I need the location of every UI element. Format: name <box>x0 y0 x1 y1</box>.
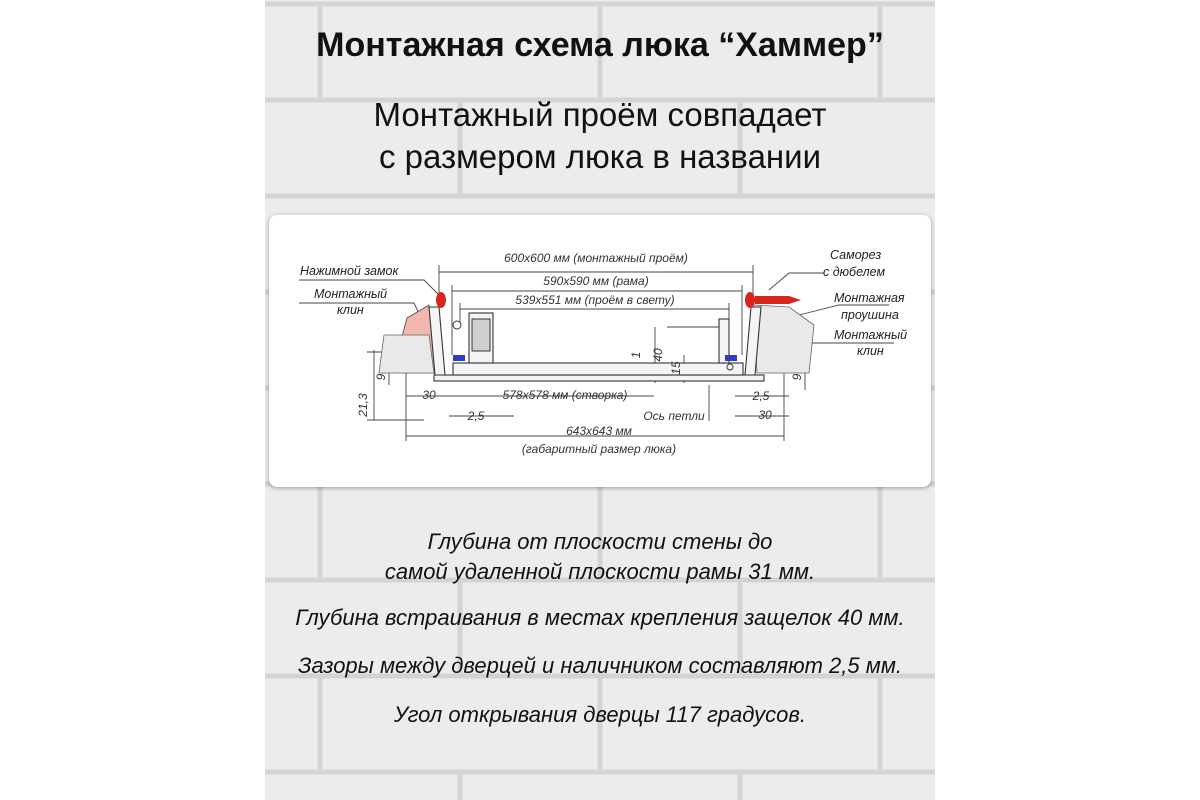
subtitle-line-1: Монтажный проём совпадает <box>373 96 827 133</box>
screw-marker <box>745 292 755 308</box>
dim-9-left: 9 <box>374 373 388 381</box>
dim-30-right: 30 <box>758 408 772 422</box>
dim-30-left: 30 <box>422 388 436 402</box>
dim-door: 578x578 мм (створка) <box>502 388 628 402</box>
dim-15: 15 <box>669 361 683 375</box>
note-depth <box>265 527 935 587</box>
dim-overall: 643x643 мм <box>566 424 632 438</box>
installation-diagram <box>269 215 931 487</box>
dim-frame: 590x590 мм (рама) <box>543 274 649 288</box>
dim-25-left: 2,5 <box>467 409 485 423</box>
wedge-right-label-2: клин <box>857 344 884 358</box>
hinge-axis-label: Ось петли <box>643 409 705 423</box>
note-opening-angle: Угол открывания дверцы 117 градусов. <box>393 702 807 727</box>
wedge-left-label-2: клин <box>337 303 364 317</box>
diagram-card <box>269 215 931 487</box>
wedge-left-label-1: Монтажный <box>314 287 388 301</box>
note-depth-line-1: Глубина от плоскости стены до <box>427 529 773 554</box>
note-embed-depth: Глубина встраивания в местах крепления защелок 40 мм. <box>295 605 905 630</box>
dim-opening: 600x600 мм (монтажный проём) <box>504 251 688 265</box>
screw-label-1: Саморез <box>830 248 882 262</box>
note-gaps: Зазоры между дверцей и наличником составляют 2,5 мм. <box>297 653 903 678</box>
dim-9-right: 9 <box>790 373 804 381</box>
screw-dowel <box>755 296 801 304</box>
wedge-right-label-1: Монтажный <box>834 328 908 342</box>
page-subtitle <box>265 94 935 178</box>
page-title: Монтажная схема люка “Хаммер” <box>316 26 884 64</box>
screw-label-2: с дюбелем <box>823 265 886 279</box>
dim-1: 1 <box>629 351 643 359</box>
note-depth-line-2: самой удаленной плоскости рамы 31 мм. <box>384 559 816 584</box>
lock-label: Нажимной замок <box>300 264 399 278</box>
dim-25-right: 2,5 <box>752 389 770 403</box>
lock-marker <box>436 292 446 308</box>
lug-label-2: проушина <box>841 308 899 322</box>
content-panel <box>265 0 935 800</box>
subtitle-line-2: с размером люка в названии <box>378 138 822 175</box>
dim-clear-opening: 539x551 мм (проём в свету) <box>515 293 675 307</box>
dim-21-3: 21,3 <box>356 393 370 417</box>
seal-right <box>725 355 737 361</box>
dim-40: 40 <box>651 348 665 362</box>
dim-overall-note: (габаритный размер люка) <box>521 442 677 456</box>
lug-label-1: Монтажная <box>834 291 905 305</box>
seal-left <box>453 355 465 361</box>
